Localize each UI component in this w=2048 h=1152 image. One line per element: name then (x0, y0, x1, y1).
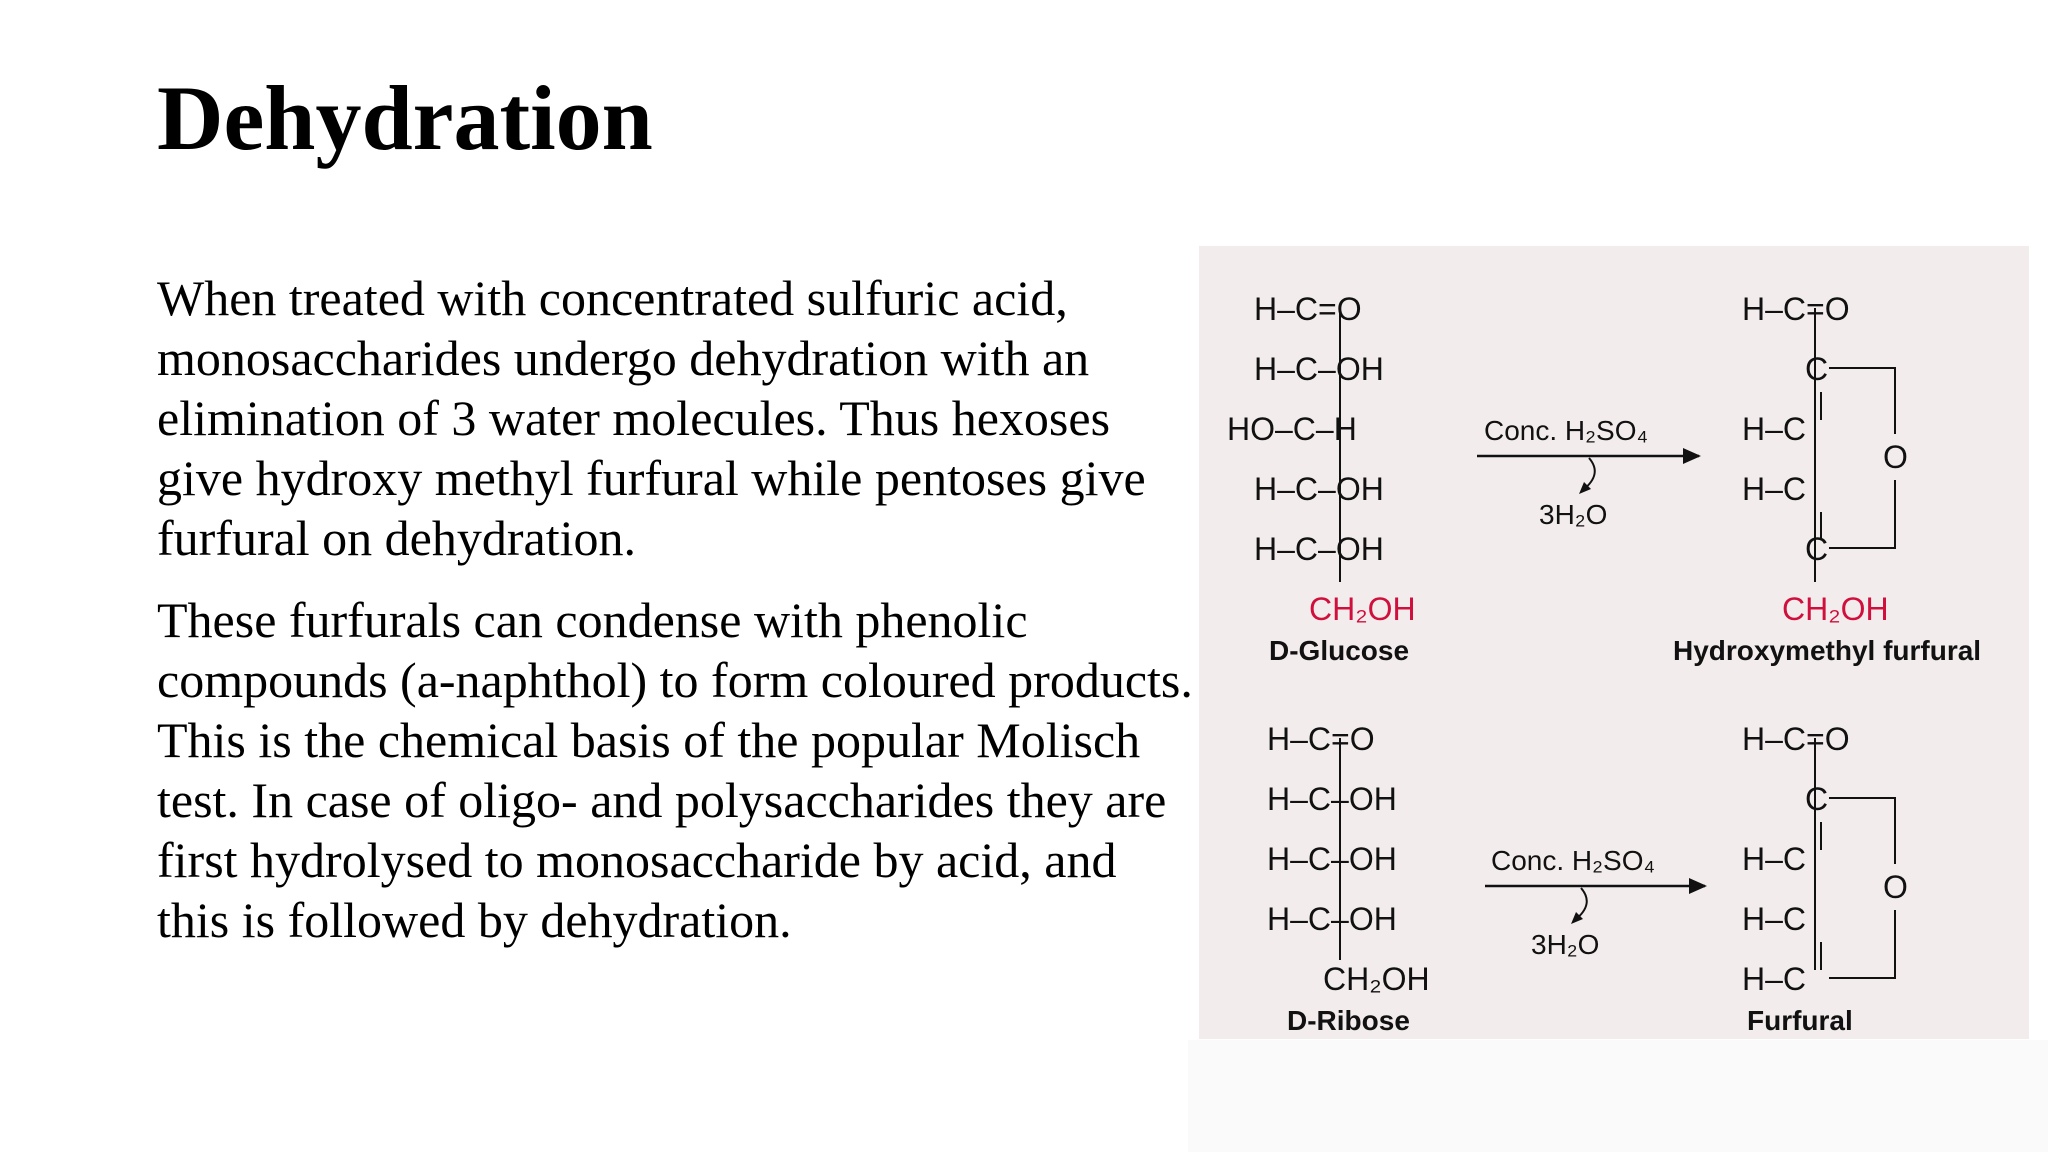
furfural-ring-oxygen: O (1883, 869, 1908, 905)
glucose-row-3: HO–C–H (1227, 411, 1357, 447)
hmf-row-4: H–C (1742, 471, 1807, 507)
slide-body (157, 268, 1197, 972)
furfural-row-1: H–C=O (1742, 721, 1850, 757)
ribose-structure (1267, 721, 1430, 1036)
furfural-row-3: H–C (1742, 841, 1807, 877)
reaction-arrow-1 (1477, 415, 1701, 530)
furfural-row-5: H–C (1742, 961, 1807, 997)
reagent-2: Conc. H₂SO₄ (1491, 845, 1655, 876)
slide-title: Dehydration (157, 67, 653, 169)
glucose-structure (1227, 291, 1416, 666)
hmf-row-3: H–C (1742, 411, 1807, 447)
glucose-ch2oh: CH₂OH (1309, 591, 1416, 627)
hmf-row-1: H–C=O (1742, 291, 1850, 327)
ribose-label: D-Ribose (1287, 1005, 1410, 1036)
hmf-structure (1673, 291, 1981, 666)
background-shade (1188, 1040, 2048, 1152)
furfural-row-2: C (1805, 781, 1829, 817)
hmf-ring-oxygen: O (1883, 439, 1908, 475)
reagent-1: Conc. H₂SO₄ (1484, 415, 1648, 446)
ribose-row-4: H–C–OH (1267, 901, 1397, 937)
ribose-row-1: H–C=O (1267, 721, 1375, 757)
hmf-ch2oh: CH₂OH (1782, 591, 1889, 627)
hmf-row-5: C (1805, 531, 1829, 567)
paragraph-molisch-test: These furfurals can condense with phenolic compounds (a-naphthol) to form coloured products. This is the chemical basis of the popular Molisch test. In case of oligo- and polysaccharides they are first hydrolysed to monosaccharide by acid, and this is followed by dehydration. (157, 592, 1193, 948)
furfural-structure (1742, 721, 1908, 1036)
furfural-label: Furfural (1747, 1005, 1853, 1036)
reaction-arrow-2 (1485, 845, 1707, 960)
byproduct-2: 3H₂O (1531, 929, 1600, 960)
ribose-row-2: H–C–OH (1267, 781, 1397, 817)
reaction-diagram (1199, 246, 2029, 1039)
furfural-row-4: H–C (1742, 901, 1807, 937)
glucose-row-4: H–C–OH (1254, 471, 1384, 507)
glucose-label: D-Glucose (1269, 635, 1410, 666)
ribose-ch2oh: CH₂OH (1323, 961, 1430, 997)
glucose-row-5: H–C–OH (1254, 531, 1384, 567)
glucose-row-2: H–C–OH (1254, 351, 1384, 387)
reaction-figure (1199, 246, 2029, 1039)
glucose-row-1: H–C=O (1254, 291, 1362, 327)
hmf-row-2: C (1805, 351, 1829, 387)
paragraph-dehydration: When treated with concentrated sulfuric acid, monosaccharides undergo dehydration with an elimination of 3 water molecules. Thus hexoses give hydroxy methyl furfural while pentoses give furfural on dehydration. (157, 270, 1146, 566)
ribose-row-3: H–C–OH (1267, 841, 1397, 877)
hmf-label: Hydroxymethyl furfural (1673, 635, 1982, 666)
byproduct-1: 3H₂O (1539, 499, 1608, 530)
